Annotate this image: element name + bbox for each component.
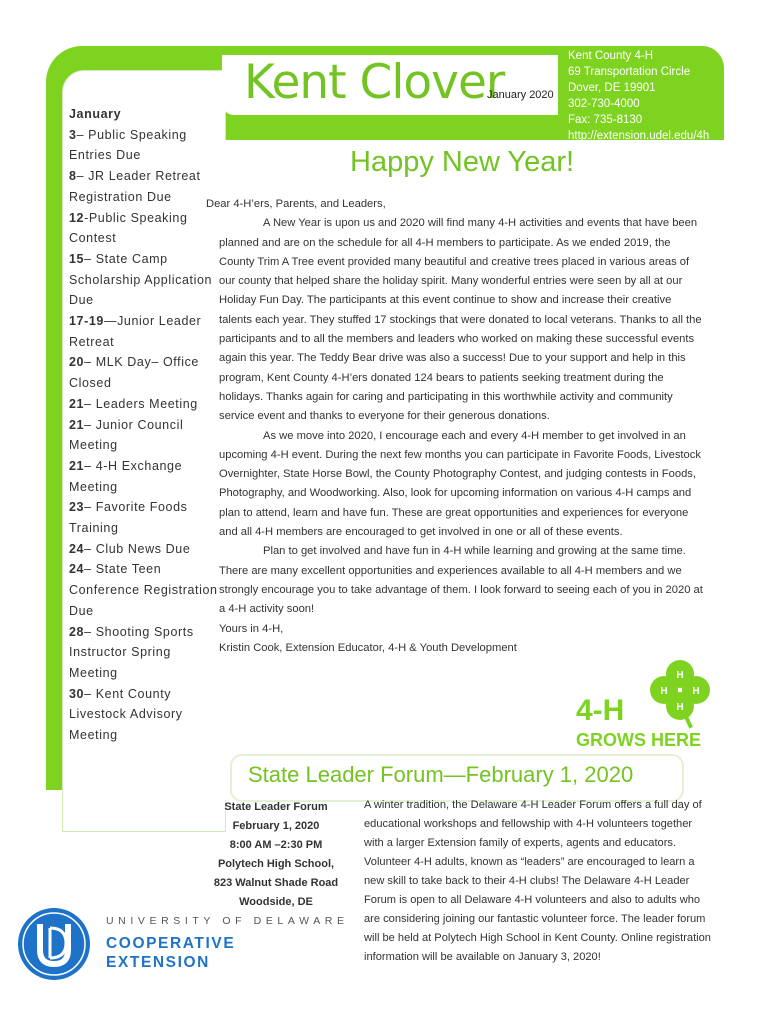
letter-body [206, 195, 706, 658]
event-day: 28 [69, 624, 85, 639]
event-text: – Shooting Sports Instructor Spring Meeting [69, 624, 194, 680]
event-day: 3 [69, 127, 77, 142]
ud-logo-icon [14, 906, 94, 982]
event-day: 15 [69, 251, 85, 266]
forum-detail-line: Polytech High School, [217, 858, 335, 870]
contact-phone: 302-730-4000 [568, 98, 640, 110]
forum-detail-line: February 1, 2020 [232, 820, 320, 832]
contact-fax: Fax: 735-8130 [568, 114, 643, 126]
calendar-event [69, 539, 219, 560]
letter-signature: Kristin Cook, Extension Educator, 4-H & Youth Development [219, 641, 517, 654]
letter-paragraph: A New Year is upon us and 2020 will find many 4-H activities and events that have been planned and are on the schedule for all 4-H members to participate. As we ended 2019, the County Trim A Tree event provided many beautiful and creative trees placed in various areas of our county that helped share the holiday spirit. Many wonderful entries were seen by all at our Holiday Fun Day. The participants at this event continue to show and increase their creative talents each year. They stuffed 17 stockings that were donated to local veterans. Thanks to all the participants and to all the members and leaders who worked on making these successful events again this year. The Teddy Bear drive was also a success! Due to your support and help in this program, Kent County 4-H’ers donated 124 bears to patients seeking treatment during the holidays. Thanks again for caring and participating in this worthwhile activity and community service event and thanks to everyone for their generous donations. [219, 217, 702, 423]
svg-text:H: H [676, 702, 684, 713]
event-text: – Leaders Meeting [84, 396, 198, 411]
event-day: 8 [69, 169, 77, 184]
calendar-event [69, 394, 219, 415]
contact-line: Dover, DE 19901 [568, 82, 656, 94]
forum-headline: State Leader Forum—February 1, 2020 [248, 762, 634, 787]
calendar-event [69, 684, 219, 746]
letter-paragraph: Plan to get involved and have fun in 4-H while learning and growing at the same time. There are many excellent opportunities and experiences available to all 4-H members and we strongly encourage you to take advantage of them. I look forward to seeing each of you in 2020 at a 4-H activity soon! [219, 545, 703, 616]
event-day: 30 [69, 686, 85, 701]
svg-text:H: H [676, 670, 684, 681]
calendar-event [69, 415, 219, 456]
event-text: -Public Speaking Contest [69, 210, 188, 246]
calendar-event [69, 352, 219, 393]
contact-line: Kent County 4-H [568, 50, 654, 62]
forum-details [208, 798, 344, 912]
4h-slogan: GROWS HERE [576, 730, 702, 750]
event-day: 21 [69, 417, 85, 432]
forum-detail-line: State Leader Forum [224, 801, 328, 813]
event-text: – Kent County Livestock Advisory Meeting [69, 686, 183, 743]
calendar-event [69, 456, 219, 497]
event-day: 24 [69, 562, 85, 577]
cooperative-extension [106, 934, 235, 972]
event-day: 21 [69, 458, 85, 473]
letter-closing: Yours in 4-H, [219, 622, 284, 635]
forum-detail-line: 8:00 AM –2:30 PM [229, 839, 323, 851]
event-text: – 4-H Exchange Meeting [69, 458, 183, 494]
forum-detail-line: Woodside, DE [239, 896, 313, 908]
contact-line: 69 Transportation Circle [568, 66, 691, 78]
calendar-event [69, 125, 219, 166]
event-text: – State Teen Conference Registration Due [69, 562, 218, 618]
calendar-event [69, 166, 219, 207]
event-day: 21 [69, 396, 85, 411]
event-text: – Favorite Foods Training [69, 500, 188, 536]
issue-date: January 2020 [487, 89, 554, 101]
event-day: 17-19 [69, 314, 104, 329]
calendar-event [69, 622, 219, 684]
forum-description: A winter tradition, the Delaware 4-H Leader Forum offers a full day of educational workshops and fellowship with 4-H volunteers together with a larger Extension family of experts, agents and educators. Volunteer 4-H adults, known as “leaders” are encouraged to learn a new skill to take back to their 4-H clubs! The Delaware 4-H Leader Forum is open to all Delaware 4-H volunteers and also to adults who are considering joining our fantastic volunteer force. The leader forum will be held at Polytech High School in Kent County. Online registration information will be available on January 3, 2020! [364, 799, 711, 963]
website-link[interactable]: http://extension.udel.edu/4h [568, 130, 710, 142]
event-day: 20 [69, 355, 85, 370]
newsletter-title: Kent Clover [244, 55, 505, 110]
event-text: – Junior Council Meeting [69, 417, 184, 453]
svg-text:H: H [660, 686, 668, 697]
calendar-event [69, 249, 219, 311]
event-day: 12 [69, 210, 85, 225]
svg-text:H: H [692, 686, 700, 697]
main-headline: Happy New Year! [350, 146, 575, 178]
event-text: – Club News Due [84, 541, 191, 556]
event-text: – State Camp Scholarship Application Due [69, 251, 213, 308]
letter-paragraph: As we move into 2020, I encourage each and every 4-H member to get involved in an upcoming 4-H event. During the next few months you can participate in Favorite Foods, Livestock Overnighter, State Horse Bowl, the County Photography Contest, and judging contests in Foods, Photography, and Woodworking. Also, look for upcoming information on various 4-H camps and plan to attend, learn and have fun. These are great opportunities and experiences for everyone and all 4-H members are encouraged to get involved in one or all of these events. [219, 429, 701, 539]
4h-clover-logo [576, 654, 718, 750]
extension-line: EXTENSION [106, 954, 210, 971]
event-day: 24 [69, 541, 85, 556]
calendar-sidebar [69, 104, 219, 746]
event-text: – MLK Day– Office Closed [69, 355, 199, 391]
coop-line: COOPERATIVE [106, 935, 236, 952]
university-name: UNIVERSITY OF DELAWARE [106, 915, 349, 927]
event-text: —Junior Leader Retreat [69, 314, 202, 349]
event-text: – Public Speaking Entries Due [69, 127, 187, 163]
event-text: – JR Leader Retreat Registration Due [69, 169, 201, 204]
calendar-event [69, 497, 219, 538]
calendar-event [69, 311, 219, 352]
calendar-event [69, 208, 219, 249]
calendar-month: January [69, 107, 122, 121]
forum-detail-line: 823 Walnut Shade Road [213, 877, 339, 889]
event-day: 23 [69, 500, 85, 515]
salutation: Dear 4-H’ers, Parents, and Leaders, [206, 198, 386, 210]
4h-mark: 4-H [576, 694, 625, 727]
contact-info [568, 48, 709, 144]
calendar-event [69, 559, 219, 621]
